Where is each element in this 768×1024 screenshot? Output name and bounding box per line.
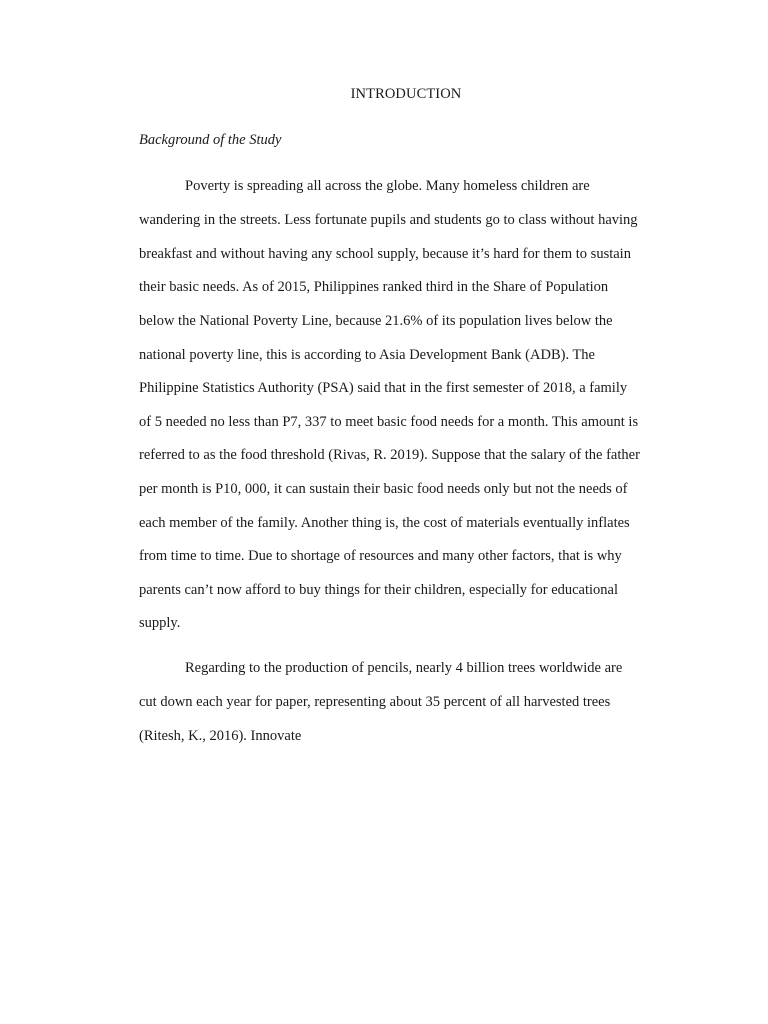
section-heading: Background of the Study [139, 132, 282, 148]
paragraph-line: referred to as the food threshold (Rivas, R. 2019). Suppose that the salary of the father [139, 447, 640, 463]
paragraph-line: supply. [139, 615, 181, 631]
paragraph-line: from time to time. Due to shortage of resources and many other factors, that is why [139, 548, 622, 564]
paragraph-line: Philippine Statistics Authority (PSA) said that in the first semester of 2018, a family [139, 380, 628, 396]
paragraph-line: breakfast and without having any school supply, because it’s hard for them to sustain [139, 246, 631, 262]
paragraph-line: Regarding to the production of pencils, nearly 4 billion trees worldwide are [185, 660, 623, 676]
paragraph-line: Poverty is spreading all across the globe. Many homeless children are [185, 178, 590, 194]
paragraph-line: each member of the family. Another thing is, the cost of materials eventually inflates [139, 515, 630, 531]
paragraph-line: cut down each year for paper, representing about 35 percent of all harvested trees [139, 694, 611, 710]
paragraph-line: parents can’t now afford to buy things for their children, especially for educational [139, 582, 619, 598]
paragraph-line: of 5 needed no less than P7, 337 to meet basic food needs for a month. This amount is [139, 414, 639, 430]
paragraph-line: wandering in the streets. Less fortunate pupils and students go to class without having [139, 212, 638, 228]
paragraph-line: national poverty line, this is according to Asia Development Bank (ADB). The [139, 347, 595, 363]
page-title: INTRODUCTION [350, 86, 462, 102]
paragraph-line: their basic needs. As of 2015, Philippines ranked third in the Share of Population [139, 279, 609, 295]
paragraph-line: below the National Poverty Line, because 21.6% of its population lives below the [139, 313, 613, 329]
paragraph-line: per month is P10, 000, it can sustain their basic food needs only but not the needs of [139, 481, 628, 497]
paragraph-line: (Ritesh, K., 2016). Innovate [139, 728, 302, 744]
